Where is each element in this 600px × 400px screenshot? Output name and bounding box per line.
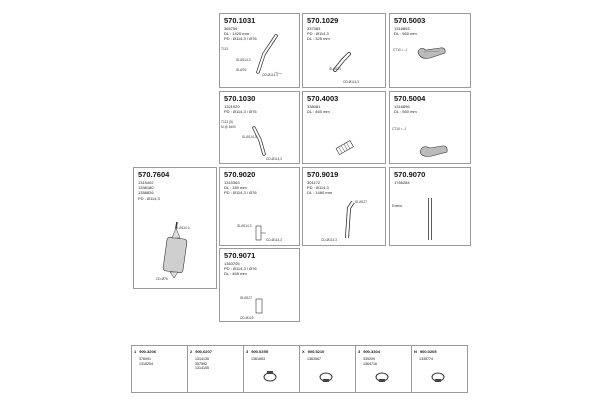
part-card-570-4003[interactable] — [302, 91, 386, 164]
part-number: 570.5004 — [394, 94, 426, 103]
accessory-cell[interactable] — [188, 346, 244, 392]
accessory-index: 3 — [246, 349, 249, 354]
part-number: 570.9019 — [307, 170, 339, 179]
accessories-strip — [131, 345, 468, 393]
detail-line: 365759 — [224, 26, 238, 31]
accessory-part-number: 900.0255 — [251, 349, 268, 354]
ref-line: 1364716 — [363, 361, 377, 366]
detail-line: DL : 560 mm — [394, 31, 417, 37]
detail-line: 337383 — [307, 26, 321, 31]
callout-label: T113 — [221, 47, 229, 51]
part-card-570-9071[interactable] — [219, 248, 300, 322]
accessory-cell[interactable] — [356, 346, 412, 392]
part-details — [394, 104, 417, 114]
callout-label: M @ 5400 — [221, 125, 236, 129]
callout-label: CD-Ø114,3 — [262, 73, 278, 77]
ref-line: 1314130 — [195, 357, 209, 361]
detail-line: DL : 465 mm — [224, 271, 247, 277]
callout-label: ID-Ø114,3 — [175, 226, 190, 230]
part-number: 570.5003 — [394, 16, 426, 25]
accessory-part-number: 900.0205 — [419, 349, 437, 354]
part-details — [224, 104, 257, 114]
callout-label: CD-Ø114,3 — [266, 238, 282, 242]
part-number: 570.1029 — [307, 16, 339, 25]
accessory-part-number: 900.3206 — [139, 349, 156, 354]
callout-label: CD-Ø114,3 — [343, 80, 359, 84]
detail-line: 1315402 — [138, 180, 154, 185]
accessory-part-number: 900.3304 — [363, 349, 380, 354]
part-details — [307, 104, 330, 114]
accessory-cell[interactable] — [244, 346, 300, 392]
ref-line: 339209 — [363, 357, 375, 361]
detail-line: DL : 1480 mm — [307, 190, 332, 196]
part-details — [224, 261, 257, 277]
detail-line: PD : Ø114,3 / Ø76 — [224, 36, 257, 42]
clamp-icon — [314, 368, 338, 384]
clamp-icon — [370, 368, 394, 384]
accessory-header — [414, 349, 437, 354]
detail-line: DL : 325 mm — [307, 36, 330, 42]
callout-label: CD-Ø114,3 — [321, 238, 337, 242]
detail-line: PD : Ø114,3 — [307, 31, 329, 37]
part-card-570-9020[interactable] — [219, 167, 300, 246]
callout-label: ID-Ø121 — [329, 67, 342, 71]
callout-label: T113 (5) — [221, 120, 233, 124]
detail-line: 338081 — [307, 104, 321, 109]
detail-line: DL : 560 mm — [394, 109, 417, 115]
part-card-570-1031[interactable] — [219, 13, 300, 88]
detail-line: 1766284 — [394, 180, 410, 185]
accessory-index: 1 — [134, 349, 137, 354]
ref-line: 1361653 — [251, 357, 265, 361]
ref-line: 376091 — [139, 357, 151, 361]
detail-line: PD : Ø114,3 / Ø76 — [224, 190, 257, 196]
detail-line: PD : Ø114,3 — [138, 195, 160, 201]
part-details — [307, 180, 332, 196]
detail-line: PD : Ø114,3 / Ø76 — [224, 109, 257, 115]
part-card-570-9070[interactable] — [389, 167, 471, 246]
callout-label: ID-Ø76 — [236, 68, 247, 72]
part-number: 570.4003 — [307, 94, 339, 103]
ref-line: 1314105 — [195, 366, 209, 371]
clamp-icon — [258, 368, 282, 384]
detail-line: PD : Ø114,3 — [307, 185, 329, 191]
part-card-570-5003[interactable] — [389, 13, 471, 88]
ref-line: 1335774 — [419, 357, 433, 361]
accessory-part-number: 900.5210 — [307, 349, 325, 354]
detail-line: DL : 460 mm — [307, 109, 330, 115]
accessory-refs — [363, 357, 377, 366]
detail-line: 1321929 — [224, 104, 240, 109]
detail-line: 1316893 — [394, 26, 410, 31]
callout-label: ID-Ø127 — [355, 200, 368, 204]
part-card-570-5004[interactable] — [389, 91, 471, 164]
accessory-header — [190, 349, 212, 354]
detail-line: 1316896 — [394, 104, 410, 109]
detail-line: 1363705 — [224, 261, 240, 266]
accessory-refs — [195, 357, 209, 371]
detail-line: DL : 1420 mm — [224, 31, 249, 37]
callout-label: ID-Ø114,3 — [236, 58, 251, 62]
accessory-cell[interactable] — [132, 346, 188, 392]
part-details — [224, 180, 257, 196]
accessory-header — [134, 349, 156, 354]
detail-line: PD : Ø114,3 / Ø76 — [224, 266, 257, 272]
accessory-refs — [419, 357, 433, 362]
part-card-570-7604[interactable] — [133, 167, 217, 289]
accessory-refs — [251, 357, 265, 362]
part-number: 570.9020 — [224, 170, 256, 179]
detail-line: 1315363 — [224, 180, 240, 185]
accessory-index: 2 — [190, 349, 193, 354]
part-card-570-1030[interactable] — [219, 91, 300, 164]
part-card-570-1029[interactable] — [302, 13, 386, 88]
part-details — [394, 26, 417, 36]
callout-label: CT10 = .J — [393, 48, 407, 52]
accessory-header — [302, 349, 324, 354]
accessory-index: 3 — [358, 349, 361, 354]
accessory-part-number: 900.6207 — [195, 349, 212, 354]
part-details — [394, 180, 410, 185]
accessory-refs — [139, 357, 153, 366]
detail-line: 1338180 — [138, 185, 154, 191]
accessory-header — [358, 349, 380, 354]
part-number: 570.7604 — [138, 170, 170, 179]
ref-line: 357592 — [195, 361, 207, 366]
callout-label: ID-Ø114,3 — [242, 135, 257, 139]
part-number: 570.1030 — [224, 94, 256, 103]
detail-line: DL : 180 mm — [224, 185, 247, 191]
ref-line: 1315204 — [139, 361, 153, 366]
part-number: 570.9071 — [224, 251, 256, 260]
part-card-570-9019[interactable] — [302, 167, 386, 246]
detail-line: 1358826 — [138, 190, 154, 196]
detail-line: 301172 — [307, 180, 321, 185]
callout-label: CD-Ø125 — [240, 316, 254, 320]
accessory-cell[interactable] — [300, 346, 356, 392]
callout-label: ID-Ø127 — [240, 296, 253, 300]
callout-label: CD-Ø76 — [156, 277, 168, 281]
accessory-index: N — [414, 349, 417, 354]
part-details — [307, 26, 330, 42]
part-details — [224, 26, 257, 42]
callout-label: CT10 = .J — [392, 127, 406, 131]
callout-label: ID-Ø114,3 — [237, 224, 252, 228]
clamp-icon — [426, 368, 450, 384]
part-number: 570.1031 — [224, 16, 256, 25]
part-details — [138, 180, 160, 201]
accessory-cell[interactable] — [412, 346, 467, 392]
accessory-refs — [307, 357, 321, 362]
accessory-index: X — [302, 349, 305, 354]
accessory-header — [246, 349, 268, 354]
part-number: 570.9070 — [394, 170, 426, 179]
callout-label: CD-Ø114,3 — [266, 157, 282, 161]
ref-line: 1363067 — [307, 357, 321, 361]
callout-label: Exertor — [392, 204, 403, 208]
